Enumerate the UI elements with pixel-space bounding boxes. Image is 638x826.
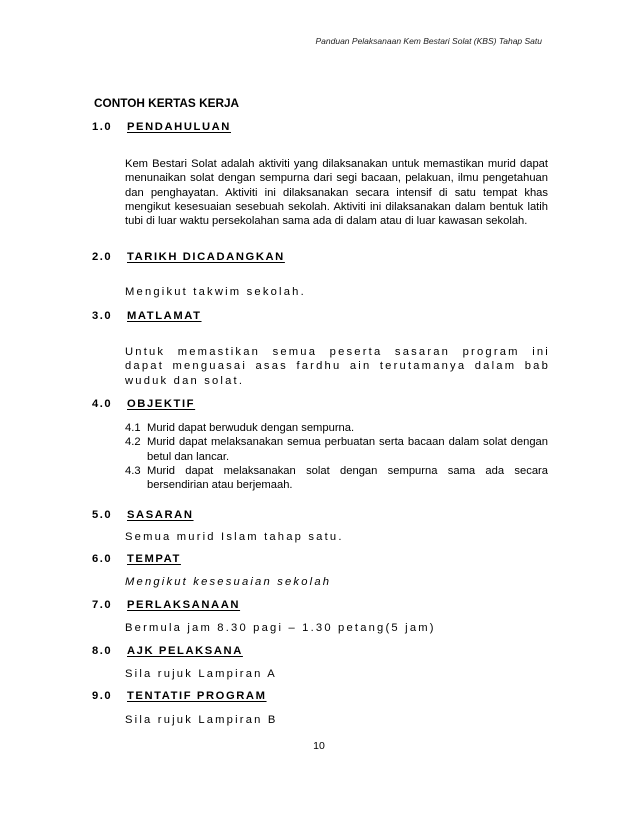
section-number: 4.0 <box>92 398 113 410</box>
section-heading-tempat: TEMPAT <box>127 553 181 565</box>
list-item <box>125 435 548 464</box>
section-number: 6.0 <box>92 553 113 565</box>
section-body-pendahuluan: Kem Bestari Solat adalah aktiviti yang dilaksanakan untuk memastikan murid dapat menunaikan solat dengan sempurna dari segi bacaan, pelakuan, ilmu pengetahuan dan penghayatan. Aktiviti ini dilaksanakan secara intensif di satu tempat khas mengikut kesesuaian sesebuah sekolah. Aktiviti ini dilaksanakan dalam bentuk latih tubi di luar waktu persekolahan sama ada di dalam atau di luar kawasan sekolah. <box>125 158 548 228</box>
list-item <box>125 464 548 493</box>
section-number: 7.0 <box>92 599 113 611</box>
section-heading-ajk: AJK PELAKSANA <box>127 645 243 657</box>
section-body-matlamat: Untuk memastikan semua peserta sasaran program ini dapat menguasai asas fardhu ain terutamanya dalam bab wuduk dan solat. <box>125 346 550 387</box>
list-item-text: Murid dapat melaksanakan semua perbuatan serta bacaan dalam solat dengan betul dan lancar. <box>147 436 548 463</box>
list-item <box>125 421 548 435</box>
section-number: 1.0 <box>92 121 113 133</box>
list-item-text: Murid dapat melaksanakan solat dengan sempurna sama ada secara bersendirian atau berjemaah. <box>147 464 548 492</box>
section-number: 3.0 <box>92 310 113 322</box>
section-heading-sasaran: SASARAN <box>127 509 194 521</box>
section-number: 5.0 <box>92 509 113 521</box>
section-body-tarikh: Mengikut takwim sekolah. <box>125 286 306 298</box>
section-heading-pendahuluan: PENDAHULUAN <box>127 121 231 133</box>
list-item-number: 4.2 <box>125 436 141 449</box>
section-number: 2.0 <box>92 251 113 263</box>
running-header: Panduan Pelaksanaan Kem Bestari Solat (KBS) Tahap Satu <box>315 36 542 46</box>
section-heading-tarikh: TARIKH DICADANGKAN <box>127 251 285 263</box>
section-heading-objektif: OBJEKTIF <box>127 398 196 410</box>
section-body-tempat: Mengikut kesesuaian sekolah <box>125 576 332 588</box>
section-body-tentatif: Sila rujuk Lampiran B <box>125 714 278 726</box>
document-title: CONTOH KERTAS KERJA <box>94 96 240 110</box>
section-number: 8.0 <box>92 645 113 657</box>
section-number: 9.0 <box>92 690 113 702</box>
section-body-perlaksanaan: Bermula jam 8.30 pagi – 1.30 petang(5 jam) <box>125 622 436 634</box>
list-item-number: 4.1 <box>125 422 141 434</box>
section-heading-matlamat: MATLAMAT <box>127 310 202 322</box>
section-body-sasaran: Semua murid Islam tahap satu. <box>125 531 344 543</box>
objective-list <box>125 421 548 492</box>
list-item-number: 4.3 <box>125 464 141 477</box>
page-number: 10 <box>313 740 325 752</box>
section-heading-tentatif: TENTATIF PROGRAM <box>127 690 267 702</box>
section-heading-perlaksanaan: PERLAKSANAAN <box>127 599 241 611</box>
list-item-text: Murid dapat berwuduk dengan sempurna. <box>147 422 355 434</box>
section-body-ajk: Sila rujuk Lampiran A <box>125 668 277 680</box>
